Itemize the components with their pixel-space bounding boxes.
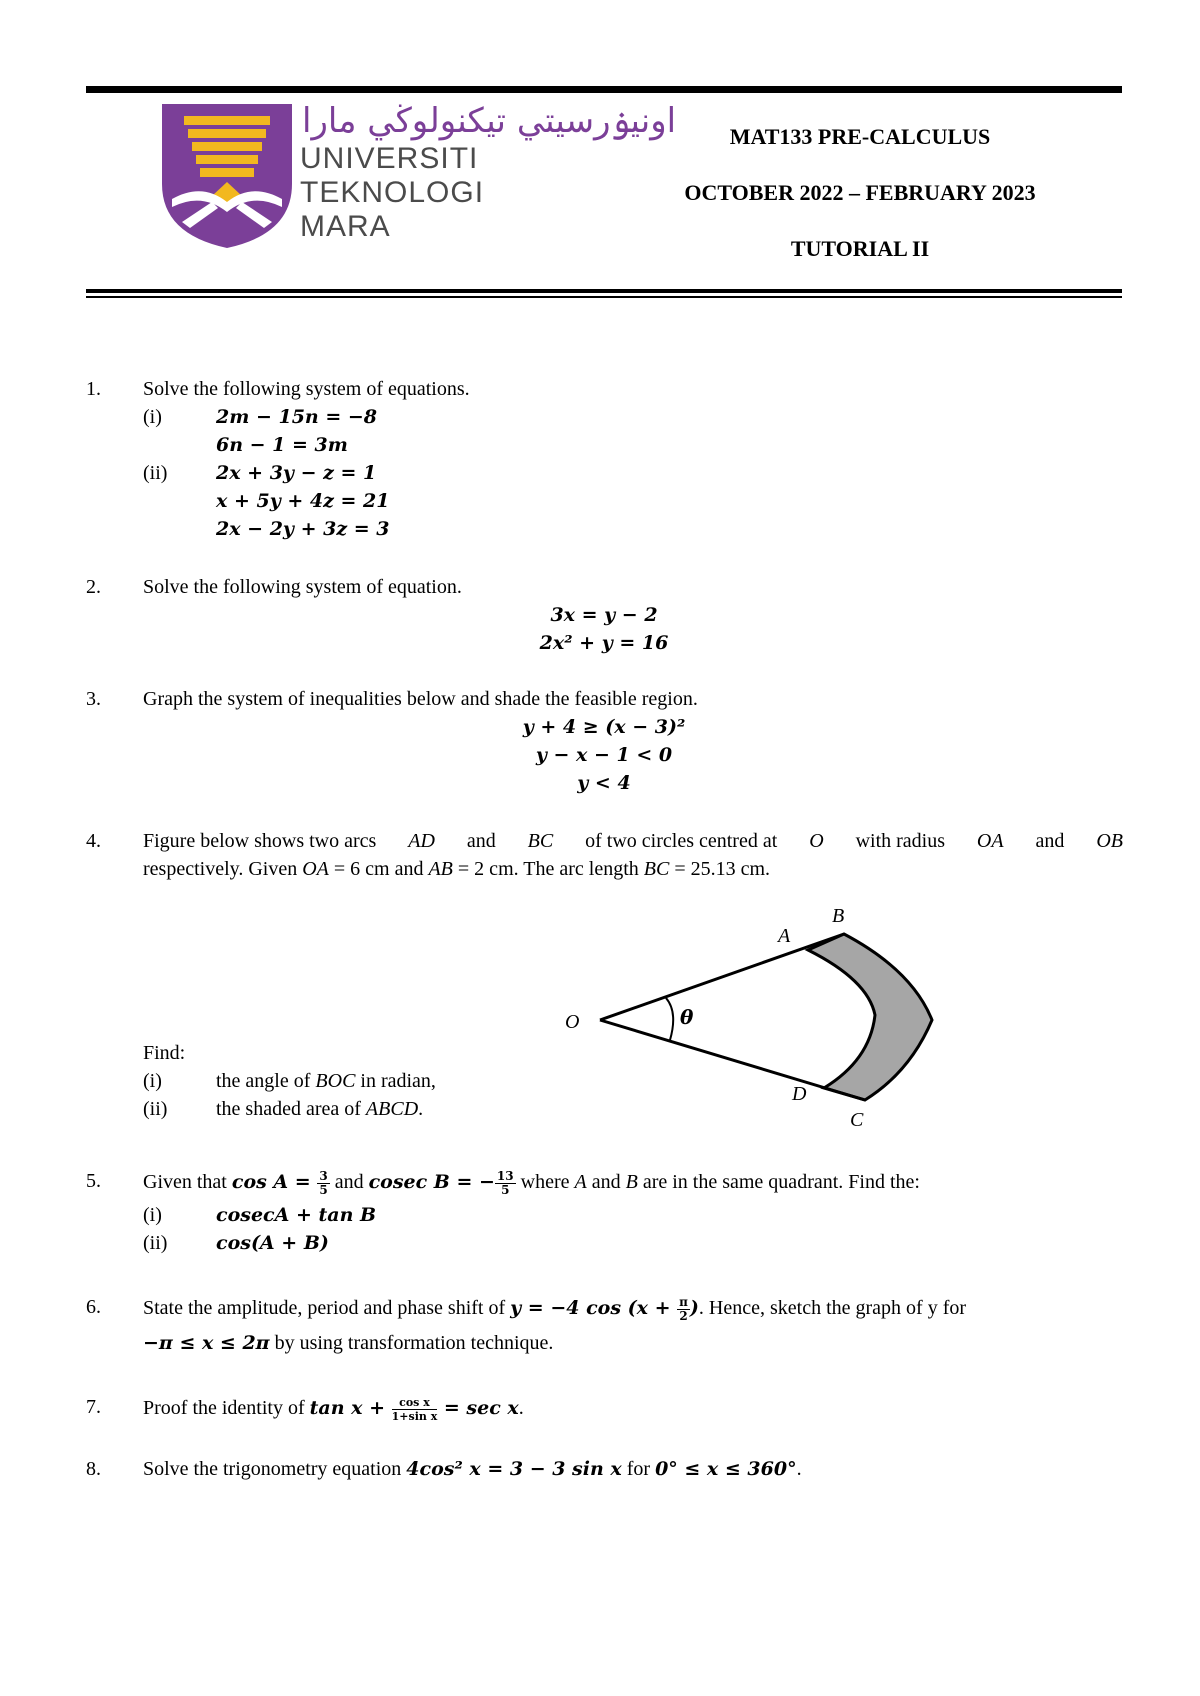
label-d: D: [792, 1083, 807, 1105]
var: O: [809, 830, 824, 852]
text: .: [418, 1098, 424, 1120]
text: where: [515, 1171, 575, 1194]
text: are in the same quadrant. Find the:: [637, 1171, 920, 1194]
equation: cosec B = −: [368, 1171, 495, 1194]
header-bottom-rule-thick: [86, 289, 1122, 293]
text: Figure below shows two arcs: [143, 830, 377, 852]
question-number: 7.: [86, 1396, 101, 1418]
var: BOC: [315, 1070, 356, 1092]
var: BC: [643, 858, 670, 880]
text: respectively. Given: [143, 858, 303, 880]
question-text: Graph the system of inequalities below and shade the feasible region.: [143, 688, 698, 710]
text: of two circles centred at: [585, 830, 778, 852]
text: by using transformation technique.: [269, 1332, 554, 1354]
denominator: 5: [319, 1183, 328, 1197]
equation: 2m − 15n = −8: [216, 406, 378, 428]
text: .: [796, 1458, 802, 1480]
equation: 6n − 1 = 3m: [216, 434, 348, 456]
label-c: C: [850, 1109, 864, 1130]
fraction: [677, 1296, 690, 1323]
question-text: [143, 1396, 1123, 1423]
find-label: Find:: [143, 1042, 186, 1064]
question-text: Solve the following system of equations.: [143, 378, 470, 400]
part-label: (ii): [143, 462, 168, 484]
university-jawi-name: اونيۏرسيتي تيكنولوڬي مارا: [302, 101, 677, 141]
radius-ob: [600, 934, 844, 1020]
text: and: [329, 1171, 369, 1194]
equation: 2x − 2y + 3z = 3: [216, 518, 390, 540]
text: = 25.13 cm.: [669, 858, 771, 880]
var: BC: [527, 830, 554, 852]
numerator: 3: [319, 1169, 328, 1183]
var: OB: [1096, 830, 1123, 852]
text: State the amplitude, period and phase shift of: [143, 1297, 511, 1320]
equation: cosecA + tan B: [216, 1204, 377, 1226]
part-text: [216, 1098, 423, 1121]
equation: 0° ≤ x ≤ 360°: [655, 1458, 797, 1480]
question-text: [143, 1170, 1123, 1197]
var: OA: [302, 858, 329, 880]
university-name-line2: TEKNOLOGI: [300, 176, 485, 209]
var: AD: [408, 830, 435, 852]
text: = 6 cm and: [328, 858, 429, 880]
denominator: 1+sin x: [391, 1410, 438, 1423]
text: Given that: [143, 1171, 232, 1194]
equation: tan x +: [309, 1397, 392, 1420]
text: = 2 cm. The arc length: [452, 858, 644, 880]
question-text-line1: [143, 830, 1123, 853]
university-name-line1: UNIVERSITI: [300, 142, 479, 175]
course-title: MAT133 PRE-CALCULUS: [729, 124, 991, 149]
equation: −π ≤ x ≤ 2π: [143, 1332, 270, 1354]
equation: 4cos² x = 3 − 3 sin x: [406, 1458, 622, 1480]
semester-title: OCTOBER 2022 – FEBRUARY 2023: [684, 180, 1036, 205]
var: A: [574, 1171, 587, 1194]
var: AB: [428, 858, 453, 880]
equation: 2x + 3y − z = 1: [216, 462, 377, 484]
numerator: cos x: [392, 1396, 438, 1410]
question-number: 1.: [86, 378, 101, 400]
header-bottom-rule-thin: [86, 296, 1122, 298]
numerator: 13: [496, 1169, 514, 1183]
equation: y − x − 1 < 0: [535, 744, 673, 766]
equation: 2x² + y = 16: [539, 632, 669, 654]
label-b: B: [832, 905, 845, 927]
label-o: O: [565, 1011, 580, 1033]
text: for: [621, 1458, 656, 1480]
part-text: [216, 1070, 436, 1093]
part-label: (ii): [143, 1232, 168, 1254]
tutorial-title: TUTORIAL II: [790, 236, 930, 261]
equation: y < 4: [577, 772, 631, 794]
question-number: 6.: [86, 1296, 101, 1318]
var: B: [625, 1171, 638, 1194]
question-text: [143, 1458, 1123, 1481]
part-label: (i): [143, 1070, 162, 1092]
part-label: (i): [143, 406, 162, 428]
numerator: π: [679, 1295, 688, 1309]
text: and: [586, 1171, 626, 1194]
part-label: (i): [143, 1204, 162, 1226]
question-text-line2: [143, 858, 1123, 881]
uitm-logo-icon: [162, 104, 292, 248]
text: Proof the identity of: [143, 1397, 310, 1420]
question-number: 3.: [86, 688, 101, 710]
question-number: 5.: [86, 1170, 101, 1192]
text-left: [143, 1296, 966, 1323]
var: ABCD: [365, 1098, 419, 1120]
radius-oc: [600, 1020, 865, 1100]
text: and: [1035, 830, 1065, 852]
question-text: Solve the following system of equation.: [143, 576, 462, 598]
sector-figure: [540, 900, 960, 1130]
text: Solve the trigonometry equation: [143, 1458, 407, 1480]
text: .: [518, 1397, 524, 1420]
angle-arc: [666, 998, 673, 1040]
equation: cos(A + B): [216, 1232, 329, 1254]
shaded-region: [808, 934, 932, 1100]
denominator: 5: [501, 1183, 510, 1197]
equation: 3x = y − 2: [550, 604, 658, 626]
text: with radius: [855, 830, 945, 852]
fraction: [495, 1170, 516, 1197]
equation: y + 4 ≥ (x − 3)²: [522, 716, 686, 738]
question-number: 2.: [86, 576, 101, 598]
equation: cos A =: [231, 1171, 318, 1194]
label-theta: θ: [680, 1005, 694, 1029]
label-a: A: [778, 925, 791, 947]
header-top-rule: [86, 86, 1122, 93]
text: . Hence, sketch the graph of y for: [698, 1297, 967, 1320]
fraction: [317, 1170, 329, 1197]
university-name-line3: MARA: [300, 210, 391, 243]
part-label: (ii): [143, 1098, 168, 1120]
equation: x + 5y + 4z = 21: [216, 490, 390, 512]
text: the angle of: [216, 1070, 316, 1092]
question-number: 4.: [86, 830, 101, 852]
equation: = sec x: [437, 1397, 519, 1420]
var: OA: [976, 830, 1004, 852]
text: the shaded area of: [216, 1098, 366, 1120]
denominator: 2: [679, 1309, 688, 1323]
question-text-line2: [143, 1332, 1123, 1355]
text: and: [466, 830, 496, 852]
question-text: [143, 1296, 1123, 1323]
question-number: 8.: [86, 1458, 101, 1480]
text: in radian,: [355, 1070, 436, 1092]
fraction: [392, 1396, 438, 1423]
equation: y = −4 cos (x +: [510, 1297, 678, 1320]
equation: ): [689, 1297, 699, 1320]
